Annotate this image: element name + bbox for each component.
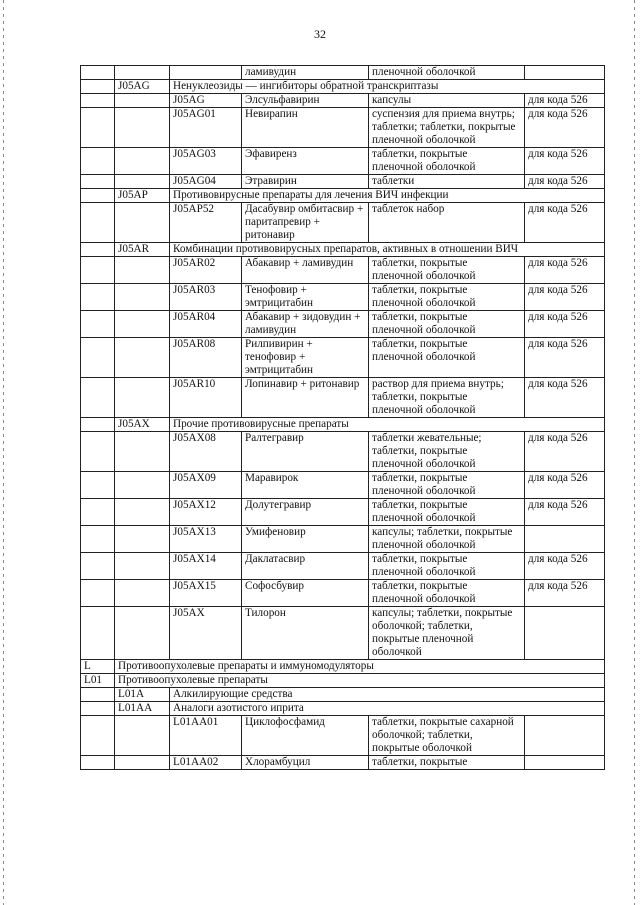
table-row (81, 175, 605, 189)
table-cell (81, 716, 115, 756)
table-row (81, 94, 605, 108)
table-cell (81, 526, 115, 553)
table-cell (115, 94, 170, 108)
table-row (81, 702, 605, 716)
table-cell: капсулы; таблетки, покрытые пленочной оболочкой (369, 526, 525, 553)
table-cell: Дасабувир омбитасвир + паритапревир + ритонавир (242, 203, 369, 243)
table-cell: таблетки, покрытые пленочной оболочкой (369, 148, 525, 175)
table-row (81, 472, 605, 499)
table-row (81, 418, 605, 432)
table-cell: J05AG03 (170, 148, 242, 175)
table-cell: Долутегравир (242, 499, 369, 526)
table-cell: J05AR10 (170, 378, 242, 418)
table-cell: J05AX09 (170, 472, 242, 499)
table-cell (525, 607, 605, 660)
table-cell: для кода 526 (525, 94, 605, 108)
table-cell: J05AX13 (170, 526, 242, 553)
table-cell: Абакавир + ламивудин (242, 257, 369, 284)
table-cell (81, 756, 115, 770)
table-cell (81, 284, 115, 311)
table-cell (115, 432, 170, 472)
table-cell: Ралтегравир (242, 432, 369, 472)
table-cell: таблетки (369, 175, 525, 189)
table-cell (81, 203, 115, 243)
table-cell (525, 66, 605, 80)
table-cell: для кода 526 (525, 553, 605, 580)
table-row (81, 553, 605, 580)
table-cell (115, 526, 170, 553)
table-cell: L01A (115, 688, 170, 702)
table-cell: для кода 526 (525, 472, 605, 499)
table-cell (81, 257, 115, 284)
table-cell: Софосбувир (242, 580, 369, 607)
table-cell: Этравирин (242, 175, 369, 189)
table-cell: таблетки, покрытые пленочной оболочкой (369, 472, 525, 499)
table-cell (81, 702, 115, 716)
table-cell: таблетки, покрытые (369, 756, 525, 770)
table-cell: J05AR (115, 243, 170, 257)
table-row (81, 80, 605, 94)
table-cell (115, 148, 170, 175)
table-cell: J05AX (170, 607, 242, 660)
table-cell: J05AX (115, 418, 170, 432)
table-cell: L (81, 660, 115, 674)
table-cell: J05AR04 (170, 311, 242, 338)
table-cell: Элсульфавирин (242, 94, 369, 108)
table-cell: пленочной оболочкой (369, 66, 525, 80)
table-body (81, 66, 605, 770)
table-row (81, 189, 605, 203)
table-cell: J05AG01 (170, 108, 242, 148)
table-cell (81, 472, 115, 499)
table-cell: для кода 526 (525, 148, 605, 175)
table-cell (525, 526, 605, 553)
table-cell (81, 94, 115, 108)
table-cell (81, 66, 115, 80)
table-cell: J05AP (115, 189, 170, 203)
table-cell: Хлорамбуцил (242, 756, 369, 770)
table-row (81, 203, 605, 243)
table-cell: Умифеновир (242, 526, 369, 553)
table-cell: J05AG (170, 94, 242, 108)
table-cell (115, 378, 170, 418)
table-cell: таблетки, покрытые пленочной оболочкой (369, 311, 525, 338)
table-cell: L01 (81, 674, 115, 688)
table-cell: J05AP52 (170, 203, 242, 243)
table-row (81, 674, 605, 688)
table-cell: J05AX14 (170, 553, 242, 580)
table-row (81, 432, 605, 472)
table-cell: Алкилирующие средства (170, 688, 605, 702)
table-cell: Ненуклеозиды — ингибиторы обратной транскриптазы (170, 80, 605, 94)
table-cell: Маравирок (242, 472, 369, 499)
table-cell: L01AA (115, 702, 170, 716)
table-row (81, 338, 605, 378)
table-cell: суспензия для приема внутрь; таблетки; таблетки, покрытые пленочной оболочкой (369, 108, 525, 148)
table-cell (81, 189, 115, 203)
table-cell: Эфавиренз (242, 148, 369, 175)
scan-edge-right (634, 0, 635, 905)
table-cell (115, 607, 170, 660)
table-cell: L01AA01 (170, 716, 242, 756)
table-cell: раствор для приема внутрь; таблетки, покрытые пленочной оболочкой (369, 378, 525, 418)
table-cell (115, 175, 170, 189)
table-cell (81, 499, 115, 526)
table-cell (115, 553, 170, 580)
table-cell (115, 716, 170, 756)
table-row (81, 499, 605, 526)
table-cell (525, 716, 605, 756)
table-cell: J05AG (115, 80, 170, 94)
table-cell (81, 418, 115, 432)
table-cell: таблетки, покрытые пленочной оболочкой (369, 580, 525, 607)
table-cell: для кода 526 (525, 338, 605, 378)
table-row (81, 756, 605, 770)
table-cell (81, 148, 115, 175)
table-cell: для кода 526 (525, 580, 605, 607)
table-cell (115, 338, 170, 378)
table-cell (115, 580, 170, 607)
table-cell (81, 378, 115, 418)
table-cell: J05AR03 (170, 284, 242, 311)
table-cell: таблеток набор (369, 203, 525, 243)
table-cell: Противоопухолевые препараты и иммуномодуляторы (115, 660, 605, 674)
table-cell (81, 108, 115, 148)
table-row (81, 257, 605, 284)
table-row (81, 607, 605, 660)
table-row (81, 66, 605, 80)
table-cell: L01AA02 (170, 756, 242, 770)
table-cell: для кода 526 (525, 311, 605, 338)
table-cell (525, 756, 605, 770)
table-cell (81, 338, 115, 378)
table-cell (81, 553, 115, 580)
drug-table (80, 65, 605, 770)
table-cell (81, 80, 115, 94)
table-cell (115, 499, 170, 526)
table-cell (170, 66, 242, 80)
table-row (81, 148, 605, 175)
table-cell: для кода 526 (525, 432, 605, 472)
table-cell: Аналоги азотистого иприта (170, 702, 605, 716)
table-cell (81, 432, 115, 472)
table-cell (81, 311, 115, 338)
table-cell: для кода 526 (525, 378, 605, 418)
table-cell: Циклофосфамид (242, 716, 369, 756)
table-cell: J05AR02 (170, 257, 242, 284)
table-cell: Противовирусные препараты для лечения ВИЧ инфекции (170, 189, 605, 203)
table-row (81, 108, 605, 148)
table-cell: Лопинавир + ритонавир (242, 378, 369, 418)
table-cell: Прочие противовирусные препараты (170, 418, 605, 432)
table-cell (115, 108, 170, 148)
table-cell: таблетки, покрытые пленочной оболочкой (369, 499, 525, 526)
table-cell: для кода 526 (525, 257, 605, 284)
table-cell: J05AR08 (170, 338, 242, 378)
table-row (81, 284, 605, 311)
table-cell: таблетки, покрытые пленочной оболочкой (369, 284, 525, 311)
table-row (81, 311, 605, 338)
table-row (81, 243, 605, 257)
table-cell (115, 66, 170, 80)
table-row (81, 526, 605, 553)
scan-edge-left (3, 0, 4, 905)
table-cell: Абакавир + зидовудин + ламивудин (242, 311, 369, 338)
table-cell: для кода 526 (525, 175, 605, 189)
table-cell (81, 243, 115, 257)
table-cell (115, 472, 170, 499)
table-cell (115, 756, 170, 770)
table-cell: J05AX08 (170, 432, 242, 472)
table-cell: таблетки, покрытые сахарной оболочкой; таблетки, покрытые оболочкой (369, 716, 525, 756)
table-cell (115, 257, 170, 284)
table-cell: для кода 526 (525, 108, 605, 148)
table-cell: J05AX15 (170, 580, 242, 607)
table-cell: Рилпивирин + тенофовир + эмтрицитабин (242, 338, 369, 378)
table-row (81, 378, 605, 418)
table-row (81, 688, 605, 702)
table-cell: таблетки, покрытые пленочной оболочкой (369, 338, 525, 378)
table-cell: для кода 526 (525, 284, 605, 311)
table-cell (115, 284, 170, 311)
table-cell (81, 688, 115, 702)
table-cell: капсулы (369, 94, 525, 108)
table-cell (81, 580, 115, 607)
table-cell (81, 607, 115, 660)
table-cell: Тенофовир + эмтрицитабин (242, 284, 369, 311)
table-row (81, 580, 605, 607)
table-row (81, 660, 605, 674)
table-cell: ламивудин (242, 66, 369, 80)
table-cell: Невирапин (242, 108, 369, 148)
page-number: 32 (314, 27, 326, 41)
table-row (81, 716, 605, 756)
table-cell: J05AG04 (170, 175, 242, 189)
table-cell: Тилорон (242, 607, 369, 660)
table-cell: для кода 526 (525, 203, 605, 243)
table-cell: таблетки жевательные; таблетки, покрытые пленочной оболочкой (369, 432, 525, 472)
table-cell: для кода 526 (525, 499, 605, 526)
table-cell (115, 203, 170, 243)
table-cell: Противоопухолевые препараты (115, 674, 605, 688)
table-cell (81, 175, 115, 189)
table-cell: таблетки, покрытые пленочной оболочкой (369, 257, 525, 284)
table-cell: капсулы; таблетки, покрытые оболочкой; таблетки, покрытые пленочной оболочкой (369, 607, 525, 660)
table-cell: Даклатасвир (242, 553, 369, 580)
table-cell: Комбинации противовирусных препаратов, активных в отношении ВИЧ (170, 243, 605, 257)
table-cell (115, 311, 170, 338)
table-cell: J05AX12 (170, 499, 242, 526)
table-cell: таблетки, покрытые пленочной оболочкой (369, 553, 525, 580)
